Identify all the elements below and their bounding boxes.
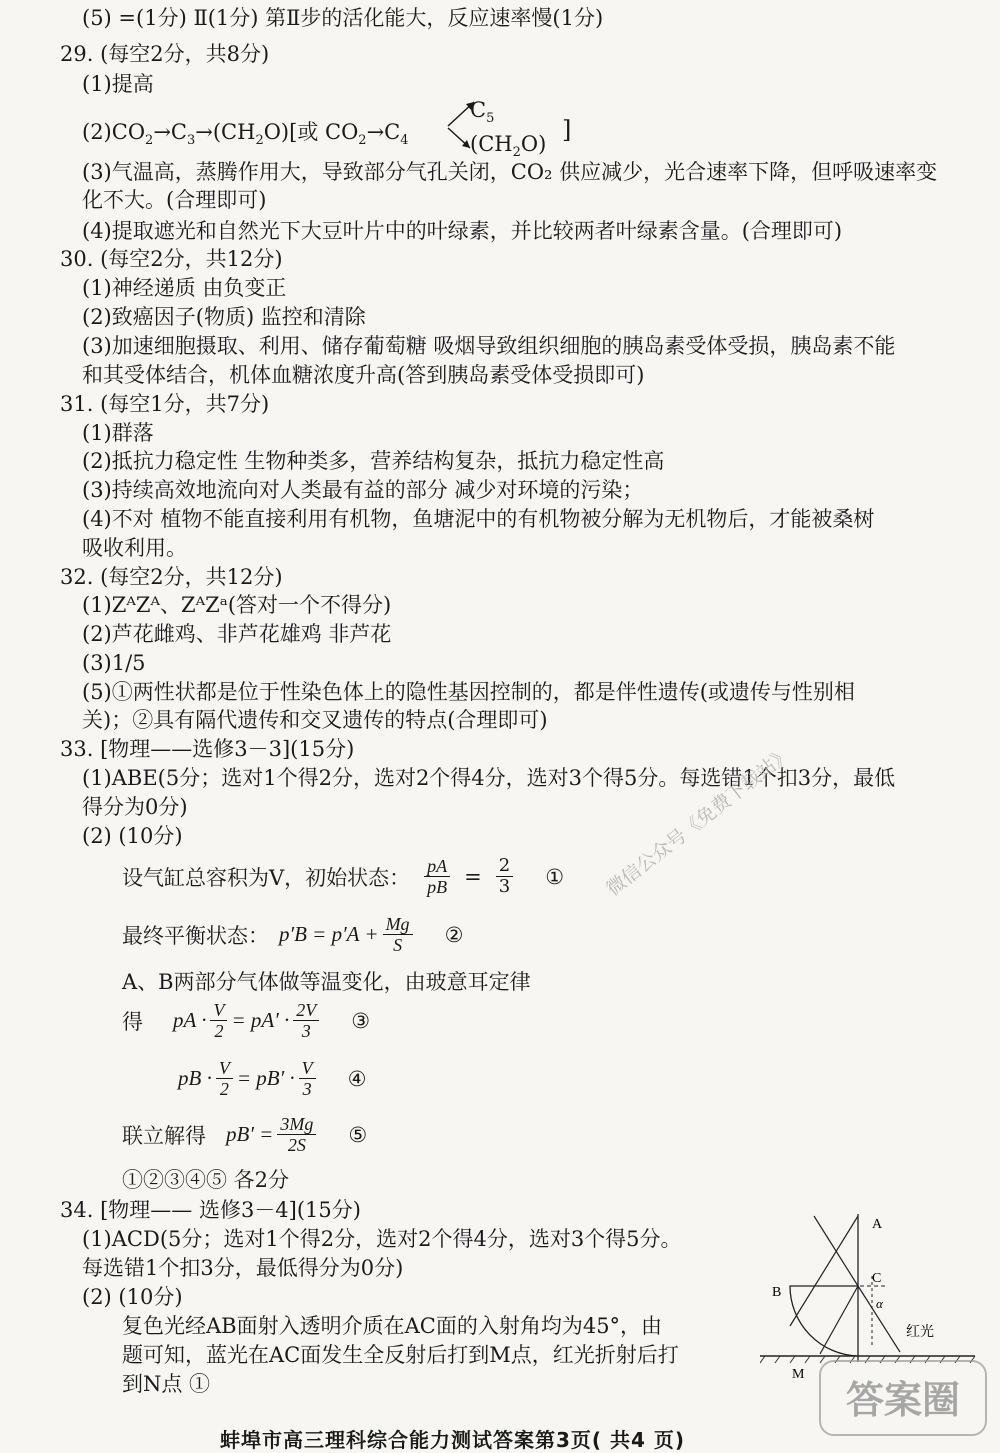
q34-text-a: 复色光经AB面射入透明介质在AC面的入射角均为45°，由 [122, 1314, 663, 1338]
c5-branch: $C_5$ [470, 98, 495, 127]
q29-part2: $(2)CO_2\to C_3\to(CH_2O)$[或 $CO_2\to C_4$ [82, 120, 409, 149]
q32-part2: (2)芦花雌鸡、非芦花雄鸡 非芦花 [82, 622, 392, 646]
q32-part5b: 关)；②具有隔代遗传和交叉遗传的特点(合理即可) [82, 708, 548, 732]
q34-heading: 34. [物理—— 选修3－4](15分) [60, 1198, 361, 1222]
q31-part4a: (4)不对 植物不能直接利用有机物，鱼塘泥中的有机物被分解为无机物后，才能被桑树 [82, 507, 875, 531]
ch2o-branch: $(CH_2O)$ [470, 132, 547, 161]
q34-part2: (2) (10分) [82, 1285, 183, 1309]
equation-5: 联立解得 pB′ = $\frac{3Mg}{2S}$ ⑤ [122, 1114, 368, 1155]
equation-4: pB · $\frac{V}{2}$ = pB′ · $\frac{V}{3}$ ④ [178, 1058, 367, 1099]
q33-ab-text: A、B两部分气体做等温变化，由玻意耳定律 [122, 970, 531, 994]
equation-2: 最终平衡状态： p′B = p′A + $\frac{Mg}{S}$ ② [122, 914, 464, 955]
q29-part4: (4)提取遮光和自然光下大豆叶片中的叶绿素，并比较两者叶绿素含量。(合理即可) [82, 219, 843, 243]
q32-heading: 32. (每空2分，共12分) [60, 565, 283, 589]
label-alpha: α [876, 1296, 883, 1311]
q30-part3a: (3)加速细胞摄取、利用、储存葡萄糖 吸烟导致组织细胞的胰岛素受体受损，胰岛素不能 [82, 334, 896, 358]
q34-part1a: (1)ACD(5分；选对1个得2分，选对2个得4分，选对3个得5分。 [82, 1227, 682, 1251]
q34-text-c: 到N点 ① [122, 1372, 211, 1396]
q32-part3: (3)1/5 [82, 651, 146, 675]
q30-part2: (2)致癌因子(物质) 监控和清除 [82, 305, 366, 329]
page-footer: 蚌埠市高三理科综合能力测试答案第3页( 共4 页) [220, 1428, 686, 1452]
label-red-light: 红光 [906, 1324, 934, 1340]
q29-part3b: 化不大。(合理即可) [82, 188, 267, 212]
q29-heading: 29. (每空2分，共8分) [60, 42, 270, 66]
q28-part5: (5) =(1分) Ⅱ(1分) 第Ⅱ步的活化能大，反应速率慢(1分) [82, 6, 604, 30]
label-M: M [792, 1367, 805, 1382]
equation-3: 得 pA · $\frac{V}{2}$ = pA′ · $\frac{2V}{3}$ ③ [122, 1000, 371, 1041]
q30-part3b: 和其受体结合，机体血糖浓度升高(答到胰岛素受体受损即可) [82, 363, 645, 387]
q29-part3a: (3)气温高，蒸腾作用大，导致部分气孔关闭，CO₂ 供应减少，光合速率下降，但呼吸速率变 [82, 160, 938, 184]
label-A: A [872, 1217, 883, 1232]
q31-heading: 31. (每空1分，共7分) [60, 392, 270, 416]
label-B: B [772, 1285, 782, 1300]
q32-part5a: (5)①两性状都是位于性染色体上的隐性基因控制的，都是伴性遗传(或遗传与性别相 [82, 680, 855, 704]
q30-heading: 30. (每空2分，共12分) [60, 247, 283, 271]
q32-part1: (1)ZᴬZᴬ、ZᴬZᵃ(答对一个不得分) [82, 593, 392, 617]
logo-text: 答案圈 [845, 1378, 961, 1422]
label-C: C [872, 1271, 882, 1286]
q33-part1b: 得分为0分) [82, 795, 188, 819]
watermark: 微信公众号《免费下载站》 [602, 742, 796, 901]
site-logo [818, 1357, 988, 1439]
q31-part1: (1)群落 [82, 421, 154, 445]
q33-part1a: (1)ABE(5分；选对1个得2分，选对2个得4分，选对3个得5分。每选错1个扣3分，最低 [82, 766, 896, 790]
q33-score-note: ①②③④⑤ 各2分 [122, 1168, 290, 1192]
q31-part4b: 吸收利用。 [82, 536, 187, 560]
q31-part2: (2)抵抗力稳定性 生物种类多，营养结构复杂，抵抗力稳定性高 [82, 449, 665, 473]
q33-heading: 33. [物理——选修3－3](15分) [60, 737, 355, 761]
q30-part1: (1)神经递质 由负变正 [82, 276, 287, 300]
q34-part1b: 每选错1个扣3分，最低得分为0分) [82, 1256, 404, 1280]
close-bracket: ] [562, 116, 572, 144]
q31-part3: (3)持续高效地流向对人类最有益的部分 减少对环境的污染； [82, 478, 644, 502]
q34-text-b: 题可知，蓝光在AC面发生全反射后打到M点，红光折射后打 [122, 1343, 679, 1367]
equation-1: 设气缸总容积为V，初始状态： $\frac{pA}{pB}$ = $\frac{2}{3}$ ① [122, 855, 565, 897]
q33-part2: (2) (10分) [82, 824, 183, 848]
q29-part1: (1)提高 [82, 72, 154, 96]
